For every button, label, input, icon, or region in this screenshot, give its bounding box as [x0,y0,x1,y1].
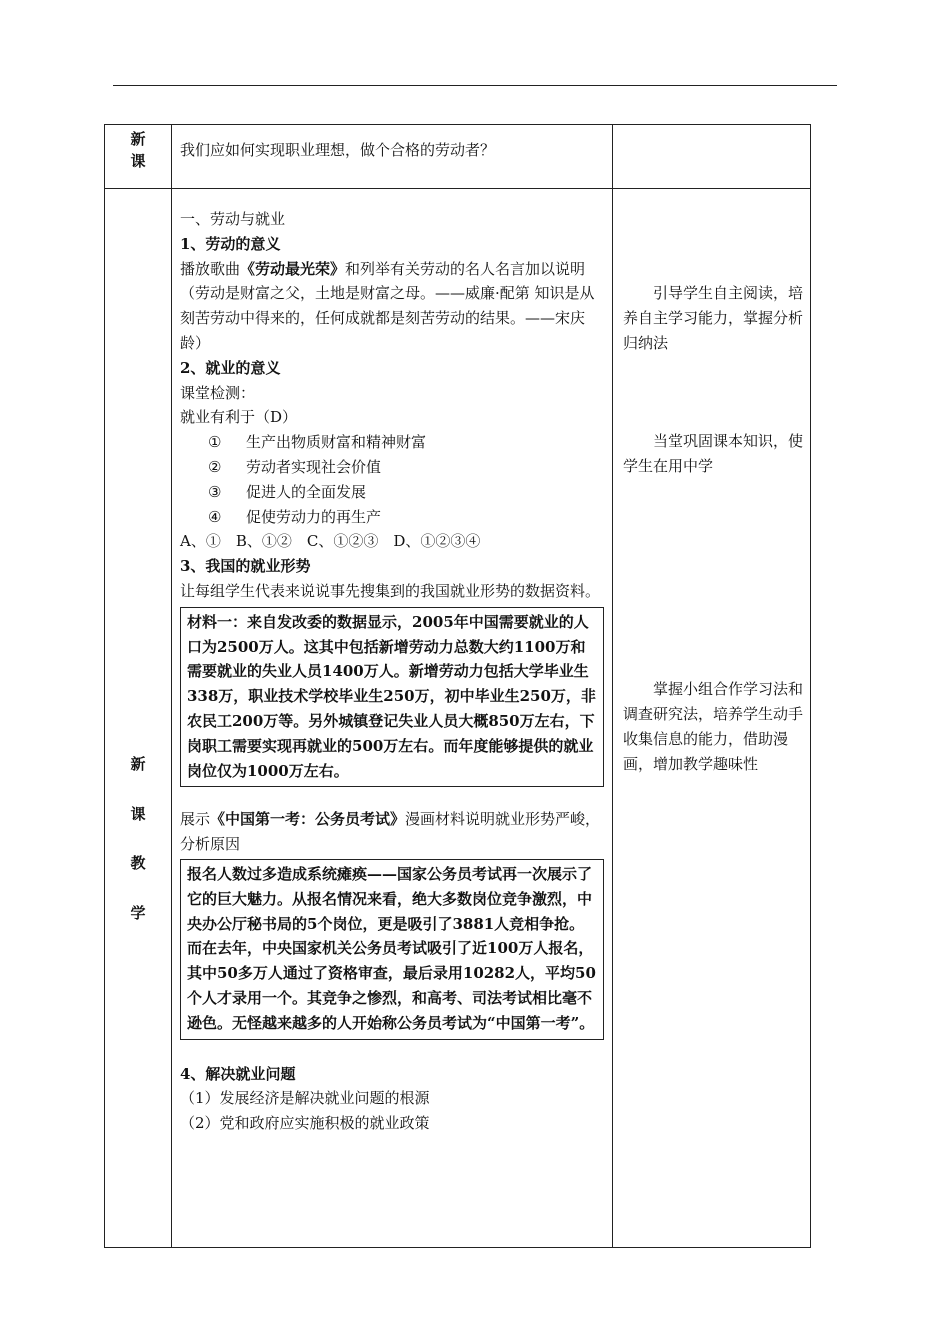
note-text: 引导学生自主阅读，培养自主学习能力，掌握分析归纳法 [623,284,804,352]
comic-paragraph [180,807,606,857]
option-number: ③ [208,482,222,501]
stage-char: 教 [130,854,146,872]
quiz-question: 就业有利于（D） [180,408,298,427]
solution-item: （2）党和政府应实施积极的就业政策 [180,1114,430,1133]
note-block [623,677,803,777]
table-row-intro [105,125,811,189]
material-box-1: 材料一：来自发改委的数据显示，2005年中国需要就业的人口为2500万人。这其中包括新增劳动力总数大约1100万和需要就业的失业人员1400万人。新增劳动力包括大学毕业生338万，职业技术学校毕业生250万，初中毕业生250万，非农民工200万等。另外城镇登记失业人员大概850万左右，下岗职工需要实现再就业的500万左右。而年度能够提供的就业岗位仅为1000万左右。 [180,607,604,788]
option-text: 劳动者实现社会价值 [246,457,382,476]
stage-char: 课 [130,804,146,823]
notes-cell-intro [613,125,811,189]
song-paragraph [180,257,606,282]
option-text: 促使劳动力的再生产 [246,507,382,526]
table-row-teaching [105,189,811,1248]
option-number: ④ [208,507,222,526]
stage-char: 新 [130,755,146,773]
employment-intro: 让每组学生代表来说说事先搜集到的我国就业形势的数据资料。 [180,581,601,600]
text: 展示 [180,810,211,829]
text: 和列举有关劳动的名人名言加以说明 [345,259,586,278]
stage-label-teaching [105,189,172,1248]
quiz-answers: A、① B、①② C、①②③ D、①②③④ [180,532,481,551]
subsection-title-4: 4、解决就业问题 [180,1064,296,1083]
stage-label-intro [105,125,172,189]
quote-paragraph: （劳动是财富之父，土地是财富之母。——威廉·配第 知识是从刻苦劳动中得来的，任何成就都是刻苦劳动的结果。——宋庆龄） [180,284,595,352]
quiz-option [180,430,606,455]
note-block [623,429,803,479]
quiz-option [180,455,606,480]
check-label: 课堂检测： [180,383,256,402]
stage-char: 学 [130,903,146,922]
option-number: ② [208,457,222,476]
teacher-notes [613,189,811,1248]
subsection-title-1: 1、劳动的意义 [180,234,281,253]
quiz-option [180,505,606,530]
lesson-plan-table [104,124,811,1248]
solution-item: （1）发展经济是解决就业问题的根源 [180,1089,430,1108]
stage-char: 新 [130,130,146,148]
option-number: ① [208,433,222,452]
material-box-2: 报名人数过多造成系统瘫痪——国家公务员考试再一次展示了它的巨大魅力。从报名情况来看，绝大多数岗位竞争激烈，中央办公厅秘书局的5个岗位，更是吸引了3881人竞相争抢。而在去年，中央国家机关公务员考试吸引了近100万人报名，其中50多万人通过了资格审查，最后录用10282人，平均50个人才录用一个。其竞争之惨烈，和高考、司法考试相比毫不逊色。无怪越来越多的人开始称公务员考试为“中国第一考”。 [180,859,604,1040]
option-text: 生产出物质财富和精神财富 [246,433,427,452]
subsection-title-2: 2、就业的意义 [180,358,281,377]
text: 播放歌曲 [180,259,241,278]
quiz-option [180,480,606,505]
text: 漫画材料说明就业形势严峻，分析原因 [180,810,601,854]
topic-question: 我们应如何实现职业理想，做个合格的劳动者？ [172,125,613,189]
option-text: 促进人的全面发展 [246,482,367,501]
teaching-content [172,189,613,1248]
section-title: 一、劳动与就业 [180,210,286,228]
note-text: 掌握小组合作学习法和调查研究法，培养学生动手收集信息的能力，借助漫画，增加教学趣味性 [623,680,804,773]
comic-title: 《中国第一考：公务员考试》 [210,810,406,829]
stage-char: 课 [130,152,146,170]
note-text: 当堂巩固课本知识，使学生在用中学 [623,432,804,475]
song-title: 《劳动最光荣》 [240,259,346,278]
header-rule [113,85,837,86]
subsection-title-3: 3、我国的就业形势 [180,557,311,576]
note-block [623,281,803,356]
